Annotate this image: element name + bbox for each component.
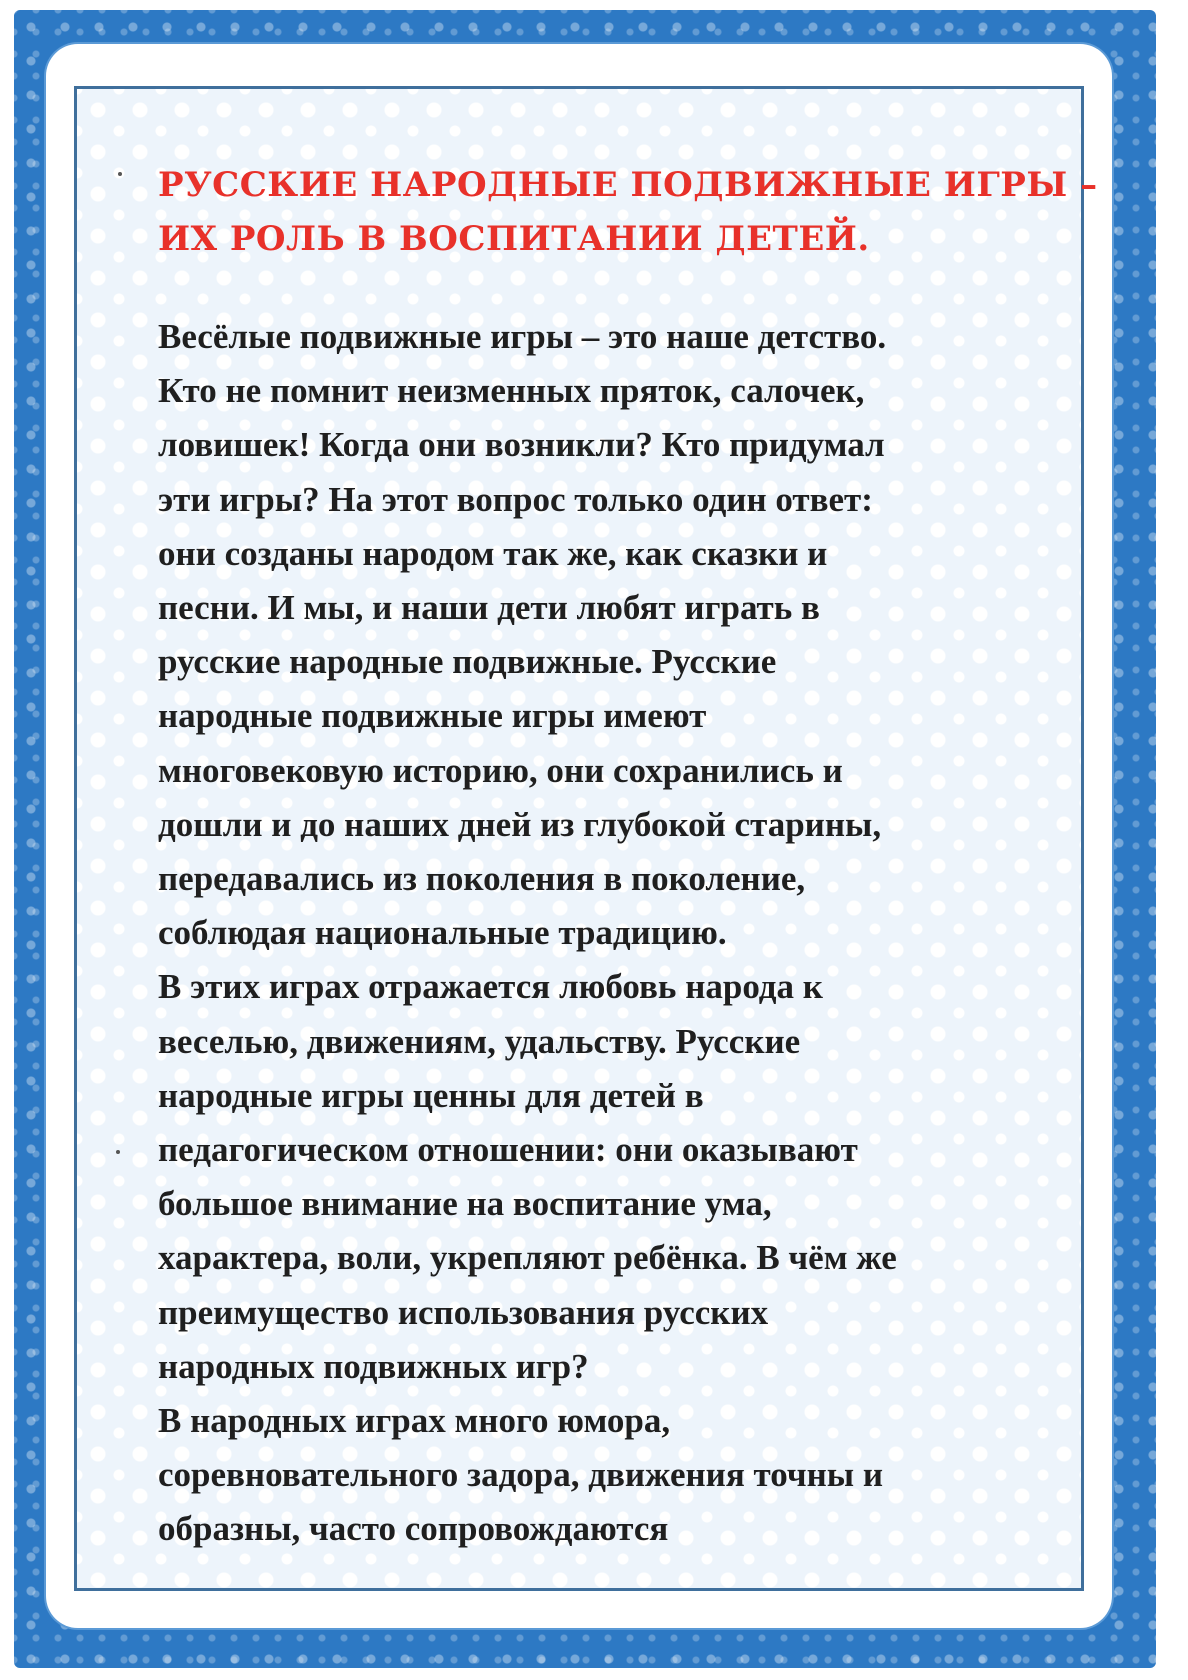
title-line: РУССКИЕ НАРОДНЫЕ ПОДВИЖНЫЕ ИГРЫ – bbox=[158, 165, 1098, 205]
text-line: В народных играх много юмора, bbox=[158, 1401, 671, 1441]
text-line: ловишек! Когда они возникли? Кто придумал bbox=[158, 425, 885, 465]
text-line: Кто не помнит неизменных пряток, салочек, bbox=[158, 371, 865, 411]
text-line: большое внимание на воспитание ума, bbox=[158, 1184, 772, 1224]
text-line: соревновательного задора, движения точны и bbox=[158, 1455, 883, 1495]
text-line: дошли и до наших дней из глубокой старины, bbox=[158, 804, 882, 844]
text-line: многовековую историю, они сохранились и bbox=[158, 750, 843, 790]
scan-speck bbox=[116, 1150, 120, 1154]
text-line: они созданы народом так же, как сказки и bbox=[158, 533, 828, 573]
text-line: образны, часто сопровождаются bbox=[158, 1509, 669, 1549]
text-line: характера, воли, укрепляют ребёнка. В чём же bbox=[158, 1238, 897, 1278]
document-title bbox=[158, 158, 1098, 266]
text-line: Весёлые подвижные игры – это наше детство. bbox=[158, 317, 887, 356]
text-line: русские народные подвижные. Русские bbox=[158, 642, 777, 682]
body-text bbox=[158, 310, 1058, 1557]
text-line: передавались из поколения в поколение, bbox=[158, 859, 806, 899]
text-line: преимущество использования русских bbox=[158, 1292, 769, 1332]
text-line: народных подвижных игр? bbox=[158, 1346, 589, 1386]
text-line: народные подвижные игры имеют bbox=[158, 696, 707, 736]
title-line: ИХ РОЛЬ В ВОСПИТАНИИ ДЕТЕЙ. bbox=[158, 219, 870, 259]
text-line: народные игры ценны для детей в bbox=[158, 1075, 704, 1115]
text-line: эти игры? На этот вопрос только один ответ: bbox=[158, 479, 873, 519]
text-line: веселью, движениям, удальству. Русские bbox=[158, 1021, 801, 1061]
scan-speck bbox=[118, 172, 122, 176]
text-line: соблюдая национальные традицию. bbox=[158, 913, 727, 953]
text-line: песни. И мы, и наши дети любят играть в bbox=[158, 588, 820, 628]
text-line: педагогическом отношении: они оказывают bbox=[158, 1130, 858, 1170]
text-line: В этих играх отражается любовь народа к bbox=[158, 967, 823, 1007]
